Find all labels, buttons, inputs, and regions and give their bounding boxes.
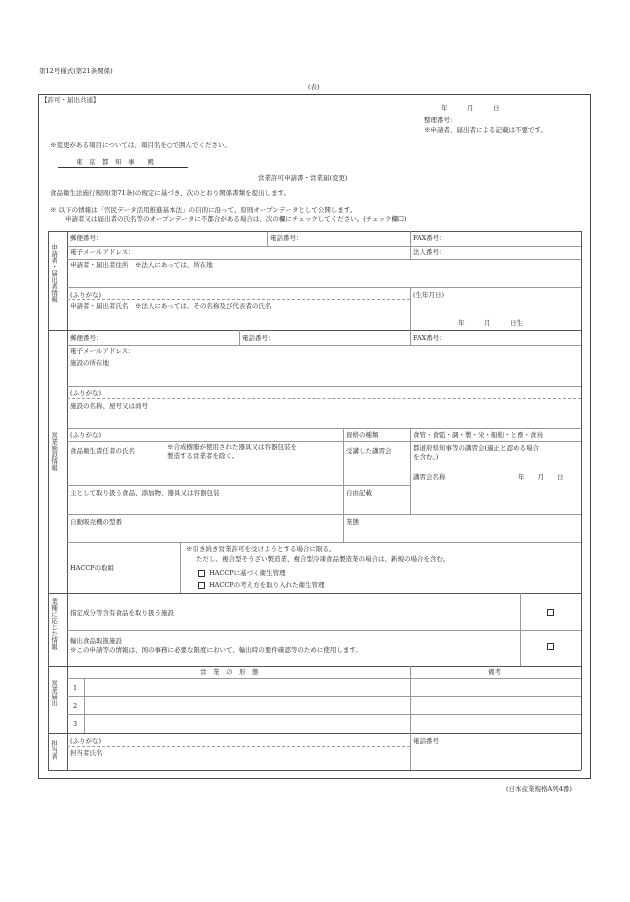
checkbox-icon[interactable]	[198, 582, 205, 589]
open-data-check-note: 申請者又は届出者の氏名等のオープンデータに不都合がある場合は、次の欄にチェックしてください。(チェック欄☐)	[65, 215, 407, 223]
facility-location[interactable]: 施設の所在地	[70, 359, 109, 367]
doc-title: 営業許可申請書・営業届(変更)	[258, 174, 348, 182]
side-label: (表)	[308, 83, 320, 91]
facility-email[interactable]: 電子メールアドレス：	[70, 347, 135, 355]
remarks-header: 備考	[488, 668, 501, 676]
facility-section-label: 営業施設情報	[50, 432, 59, 471]
common-label: 【許可・届出共通】	[41, 96, 100, 104]
applicant-furigana[interactable]: (ふりがな)	[70, 291, 102, 299]
person-tel[interactable]: 電話番号	[413, 737, 439, 745]
checkbox-icon[interactable]	[547, 643, 554, 650]
facility-furigana[interactable]: (ふりがな)	[70, 389, 102, 397]
course-name[interactable]: 講習会名称	[413, 473, 446, 481]
foods-label[interactable]: 主として取り扱う食品、添加物、器具又は容器包装	[70, 489, 220, 497]
export-label: 輸出食品取扱施設	[70, 637, 122, 645]
course-date[interactable]: 年 月 日	[518, 473, 564, 481]
form-type-header: 営 業 の 形 態	[200, 668, 259, 676]
applicant-email[interactable]: 電子メールアドレス：	[70, 248, 135, 256]
export-checkbox[interactable]	[547, 642, 558, 650]
manager-furigana[interactable]: (ふりがな)	[70, 431, 102, 439]
business-label[interactable]: 業態	[346, 518, 359, 526]
seiri-note: ※申請者、届出者による記載は不要です。	[424, 126, 547, 134]
notify-section-label: 営業届出	[50, 680, 59, 706]
course-note-1: 都道府県知事等の講習会(適正と認める場合	[413, 444, 540, 452]
applicant-corp-no[interactable]: 法人番号：	[413, 248, 446, 256]
qual-type-label: 資格の種類	[346, 431, 379, 439]
facility-name[interactable]: 施設の名称、屋号又は商号	[70, 402, 148, 410]
change-note: ※変更がある項目については、項目名を○で囲んでください。	[50, 141, 232, 149]
haccp-note-2: ただし、複合型そうざい製造業、複合型冷凍食品製造業の場合は、新規の場合を含む。	[196, 555, 450, 563]
notify-row-3[interactable]: 3	[73, 720, 78, 728]
seiri-label: 整理番号：	[424, 116, 457, 124]
facility-tel[interactable]: 電話番号：	[242, 334, 275, 342]
standard-note: (日本産業規格A列4番)	[506, 785, 572, 793]
manager-note-1: ※合成樹脂が使用された器具又は容器包装を	[167, 443, 297, 451]
qual-list[interactable]: 食管・食監・調・製・栄・船舶・と畜・食鳥	[413, 431, 543, 439]
export-note: ※この申請等の情報は、国の事務に必要な限度において、輸出時の要件確認等のために使用します。	[70, 646, 362, 654]
facility-postal[interactable]: 郵便番号：	[70, 334, 103, 342]
form-number: 第12号様式(第21条関係)	[39, 67, 113, 75]
applicant-fax[interactable]: FAX番号：	[413, 234, 446, 242]
applicant-address[interactable]: 申請者・届出者住所 ※法人にあっては、所在地	[70, 261, 213, 269]
manager-name-label[interactable]: 食品衛生責任者の氏名	[70, 447, 135, 455]
manager-note-2: 製造する営業者を除く。	[167, 452, 239, 460]
designated-checkbox[interactable]	[547, 608, 558, 616]
haccp-option-2[interactable]: HACCPの考え方を取り入れた衛生管理	[198, 581, 325, 589]
applicant-tel[interactable]: 電話番号：	[270, 234, 303, 242]
applicant-section-label: 申請者・届出者情報	[50, 244, 59, 303]
checkbox-icon[interactable]	[547, 609, 554, 616]
date-field[interactable]: 年 月 日	[441, 104, 500, 112]
open-data-note: ※ 以下の情報は「官民データ活用推進基本法」の目的に沿って、原則オープンデータとして公開します。	[50, 206, 357, 214]
facility-fax[interactable]: FAX番号：	[413, 334, 446, 342]
intro-text: 食品衛生法施行規則(第71条)の規定に基づき、次のとおり関係書類を提出します。	[50, 189, 291, 197]
applicant-name[interactable]: 申請者・届出者氏名 ※法人にあっては、その名称及び代表者の氏名	[70, 302, 272, 310]
person-section-label: 担当者	[50, 740, 59, 760]
vending-label[interactable]: 自動販売機の型番	[70, 518, 122, 526]
applicant-postal[interactable]: 郵便番号：	[70, 234, 103, 242]
haccp-note-1: ※引き続き営業許可を受けようとする場合に限る。	[186, 545, 336, 553]
course-label: 受講した講習会	[346, 447, 392, 455]
course-note-2: を含む。)	[413, 453, 439, 461]
addressee: 東 京 都 知 事 殿	[76, 158, 154, 166]
haccp-option-1[interactable]: HACCPに基づく衛生管理	[198, 569, 286, 577]
designated-label: 指定成分等含有食品を取り扱う施設	[70, 609, 174, 617]
haccp-label: HACCPの取組	[70, 564, 115, 572]
applicant-birth-date[interactable]: 年 月 日生	[458, 319, 523, 327]
notify-row-2[interactable]: 2	[73, 702, 78, 710]
industry-section-label: 業種に応じた情報	[50, 598, 59, 650]
person-name[interactable]: 担当者氏名	[70, 749, 103, 757]
notify-row-1[interactable]: 1	[73, 684, 78, 692]
checkbox-icon[interactable]	[198, 570, 205, 577]
person-furigana[interactable]: (ふりがな)	[70, 737, 102, 745]
applicant-birth-label: (生年月日)	[413, 291, 445, 299]
self-record-label[interactable]: 自由記載	[346, 489, 372, 497]
